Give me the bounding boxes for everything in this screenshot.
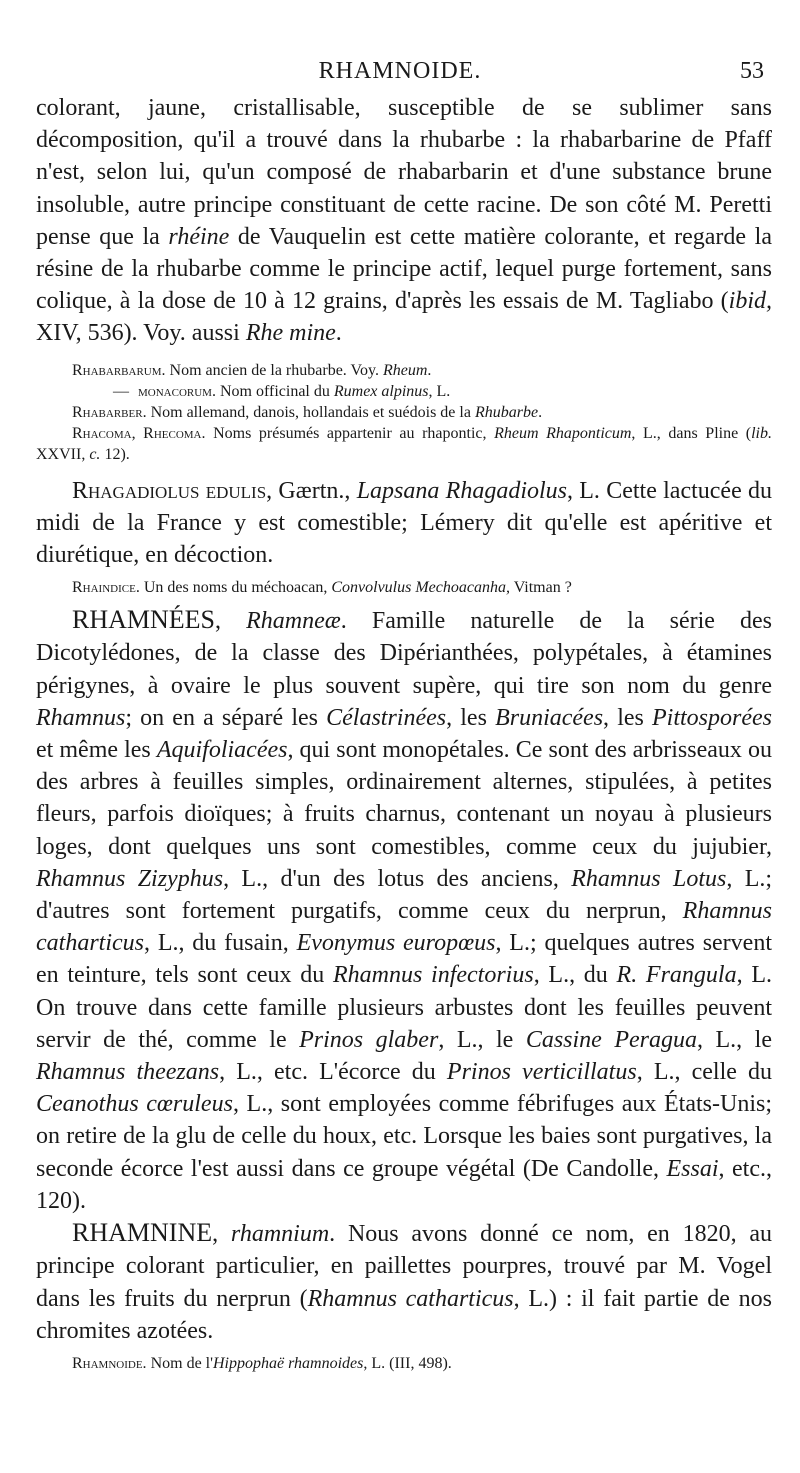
entry-rhamnoide: Rhamnoide. Nom de l'Hippophaë rhamnoides, L. (III, 498).	[72, 1354, 452, 1372]
paragraph-continuation: colorant, jaune, cristallisable, susceptible de se sublimer sans décomposition, qu'il a trouvé dans la rhubarbe : la rhabarbarine de Pfaff n'est, selon lui, qu'un composé de rhabarbarin et d'une substance brune insoluble, autre principe constituant de cette racine. De son côté M. Peretti pense que la rhéine de Vauquelin est cette matière colorante, et regarde la résine de la rhubarbe comme le principe actif, lequel purge fortement, sans colique, à la dose de 10 à 12 grains, d'après les essais de M. Tagliabo (ibid, XIV, 536). Voy. aussi Rhe mine.	[36, 95, 772, 347]
entry-rhagadiolus: Rhagadiolus edulis, Gærtn., Lapsana Rhagadiolus, L. Cette lactucée du midi de la France y est comestible; Lémery dit qu'elle est apéritive et diurétique, en décoction.	[36, 477, 772, 569]
entry-rhabarber: Rhabarber. Nom allemand, danois, hollandais et suédois de la Rhubarbe.	[72, 403, 543, 421]
entry-rhamnine: RHAMNINE, rhamnium. Nous avons donné ce nom, en 1820, au principe colorant particulier, en paillettes pourpres, trouvé par M. Vogel dans les fruits du nerprun (Rhamnus catharticus, L.) : il fait partie de nos chromites azotées.	[36, 1218, 773, 1344]
entry-rhabarbarum: Rhabarbarum. Nom ancien de la rhubarbe. Voy. Rheum.	[72, 361, 432, 379]
page-header	[36, 52, 764, 92]
entry-rhamnees: RHAMNÉES, Rhamneæ. Famille naturelle de la série des Dicotylédones, de la classe des Dipérianthées, polypétales, à étamines périgynes, à ovaire le plus souvent supère, qui tire son nom du genre Rhamnus; on en a séparé les Célastrinées, les Bruniacées, les Pittosporées et même les Aquifoliacées, qui sont monopétales. Ce sont des arbrisseaux ou des arbres à feuilles simples, ordinairement alternes, stipulées, à petites fleurs, parfois dioïques; à fruits charnus, contenant un noyau à plusieurs loges, dont quelques uns sont comestibles, comme ceux du jujubier, Rhamnus Zizyphus, L., d'un des lotus des anciens, Rhamnus Lotus, L.; d'autres sont fortement purgatifs, comme ceux du nerprun, Rhamnus catharticus, L., du fusain, Evonymus europœus, L.; quelques autres servent en teinture, tels sont ceux du Rhamnus infectorius, L., du R. Frangula, L. On trouve dans cette famille plusieurs arbustes dont les feuilles peuvent servir de thé, comme le Prinos glaber, L., le Cassine Peragua, L., le Rhamnus theezans, L., etc. L'écorce du Prinos verticillatus, L., celle du Ceanothus cœruleus, L., sont employées comme fébrifuges aux États-Unis; on retire de la glu de celle du houx, etc. Lorsque les baies sont purgatives, la seconde écorce l'est aussi dans ce groupe végétal (De Candolle, Essai, etc., 120).	[36, 605, 773, 1214]
entry-rhaindice: Rhaindice. Un des noms du méchoacan, Convolvulus Mechoacanha, Vitman ?	[72, 579, 572, 597]
page-number: 53	[740, 58, 764, 84]
running-title: RHAMNOIDE.	[318, 58, 482, 84]
entry-rhabarbarum-monacorum: — monacorum. Nom officinal du Rumex alpinus, L.	[113, 382, 451, 400]
body-text	[36, 92, 772, 1374]
entry-rhacoma: Rhacoma, Rhecoma. Noms présumés appartenir au rhapontic, Rheum Rhaponticum, L., dans Pline (lib. XXVII, c. 12).	[36, 424, 772, 463]
